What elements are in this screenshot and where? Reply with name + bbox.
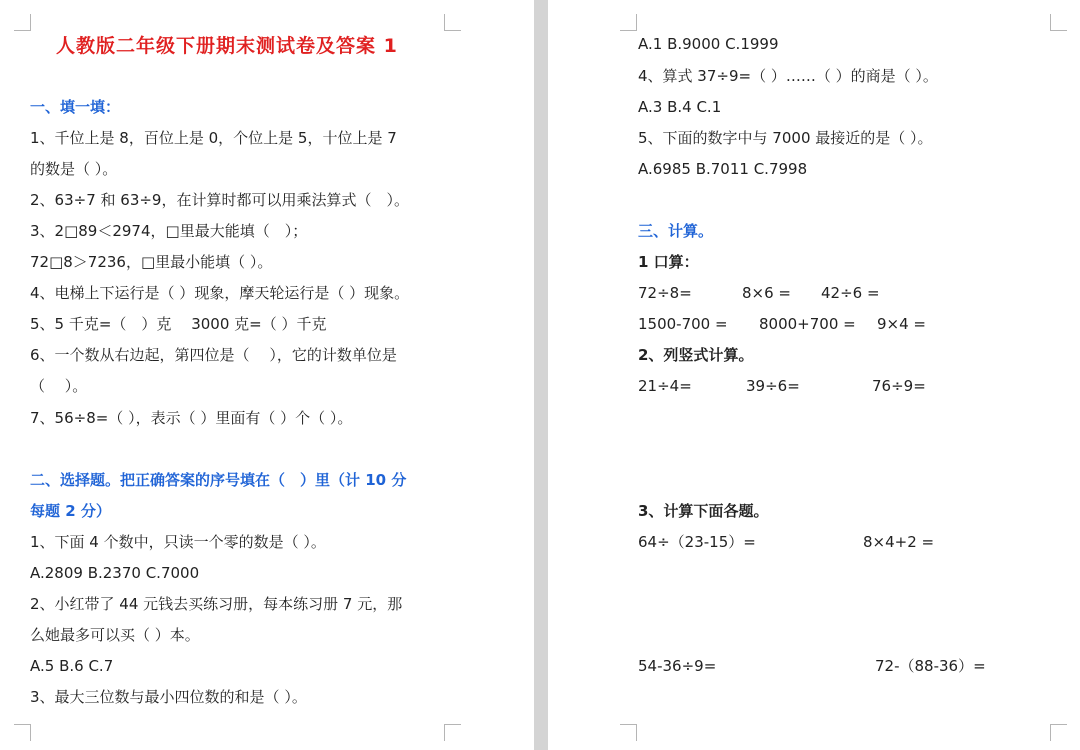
question-line: 2、63÷7 和 63÷9，在计算时都可以用乘法算式（ ）。	[30, 191, 409, 209]
question-line: 3、最大三位数与最小四位数的和是（ ）。	[30, 688, 307, 706]
corner-mark-top-right	[444, 14, 461, 31]
right-page	[548, 0, 1080, 750]
corner-mark-bottom-right	[1050, 724, 1067, 741]
question-line: 1、千位上是 8，百位上是 0，个位上是 5，十位上是 7	[30, 129, 397, 147]
document-title: 人教版二年级下册期末测试卷及答案 1	[56, 35, 398, 57]
question-line: 7、56÷8=（ ），表示（ ）里面有（ ）个（ ）。	[30, 409, 353, 427]
question-line: 4、算式 37÷9=（ ）……（ ）的商是（ ）。	[638, 67, 938, 85]
math-problem: 72÷8=	[638, 284, 692, 302]
corner-mark-bottom-left	[620, 724, 637, 741]
corner-mark-top-left	[14, 14, 31, 31]
answer-options: A.1 B.9000 C.1999	[638, 35, 779, 53]
section-heading-calculation: 三、计算。	[638, 222, 714, 240]
question-line: 4、电梯上下运行是（ ）现象，摩天轮运行是（ ）现象。	[30, 284, 410, 302]
answer-options: A.6985 B.7011 C.7998	[638, 160, 808, 178]
math-problem: 72-（88-36）=	[875, 657, 986, 675]
question-line: 3、2□89＜2974，□里最大能填（ ）；	[30, 222, 308, 240]
question-line: 5、下面的数字中与 7000 最接近的是（ ）。	[638, 129, 933, 147]
left-page	[0, 0, 534, 750]
subheading-vertical-calculation: 2、列竖式计算。	[638, 346, 754, 364]
math-problem: 8×4+2 =	[863, 533, 935, 551]
math-problem: 8×6 =	[742, 284, 791, 302]
question-line: 1、下面 4 个数中，只读一个零的数是（ ）。	[30, 533, 326, 551]
question-line: 72□8＞7236，□里最小能填（ ）。	[30, 253, 273, 271]
answer-options: A.5 B.6 C.7	[30, 657, 114, 675]
question-line: （ ）。	[30, 377, 88, 395]
corner-mark-top-right	[1050, 14, 1067, 31]
math-problem: 8000+700 =	[759, 315, 856, 333]
corner-mark-top-left	[620, 14, 637, 31]
math-problem: 21÷4=	[638, 377, 692, 395]
question-line: 么她最多可以买（ ）本。	[30, 626, 200, 644]
math-problem: 54-36÷9=	[638, 657, 717, 675]
math-problem: 42÷6 =	[821, 284, 880, 302]
subheading-mental-math: 1 口算：	[638, 253, 699, 271]
math-problem: 1500-700 =	[638, 315, 728, 333]
section-heading-multiple-choice-cont: 每题 2 分）	[30, 502, 111, 520]
question-line: 的数是（ ）。	[30, 160, 118, 178]
corner-mark-bottom-left	[14, 724, 31, 741]
section-heading-multiple-choice: 二、选择题。把正确答案的序号填在（ ）里（计 10 分	[30, 471, 407, 489]
math-problem: 9×4 =	[877, 315, 926, 333]
answer-options: A.3 B.4 C.1	[638, 98, 722, 116]
math-problem: 39÷6=	[746, 377, 800, 395]
question-line: 6、一个数从右边起，第四位是（ ），它的计数单位是	[30, 346, 397, 364]
subheading-compute-problems: 3、计算下面各题。	[638, 502, 769, 520]
corner-mark-bottom-right	[444, 724, 461, 741]
question-line: 5、5 千克=（ ）克 3000 克=（ ）千克	[30, 315, 327, 333]
answer-options: A.2809 B.2370 C.7000	[30, 564, 200, 582]
math-problem: 76÷9=	[872, 377, 926, 395]
question-line: 2、小红带了 44 元钱去买练习册，每本练习册 7 元，那	[30, 595, 403, 613]
section-heading-fill-in: 一、填一填：	[30, 98, 121, 116]
math-problem: 64÷（23-15）=	[638, 533, 756, 551]
